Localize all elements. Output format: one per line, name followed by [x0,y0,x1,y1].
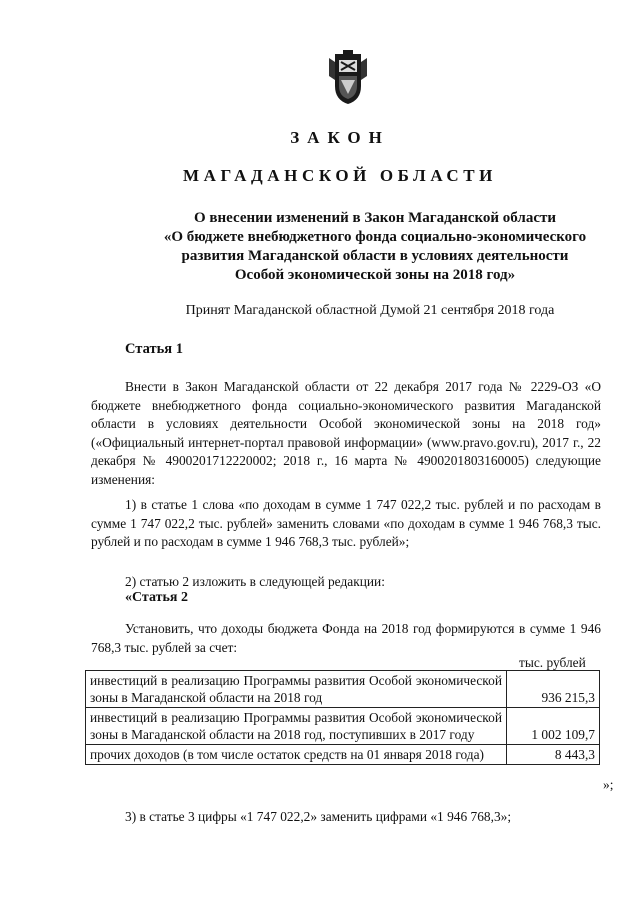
item-2 [91,573,601,592]
row-amount: 1 002 109,7 [507,708,600,745]
units-label: тыс. рублей [519,655,586,670]
row-description: инвестиций в реализацию Программы развития Особой экономической зоны в Магаданской области на 2018 год [86,671,507,708]
article-1-heading: Статья 1 [125,341,183,357]
law-title: ЗАКОН [290,128,390,147]
law-subject [80,209,640,285]
row-amount: 936 215,3 [507,671,600,708]
article-1-intro [91,378,601,489]
intro-text: Внести в Закон Магаданской области от 22 декабря 2017 года № 2229-ОЗ «О бюджете внебюджетного фонда социально-экономического развития Магаданской области в условиях деятельности Особой экономической зоны на 2018 год» («Официальный интернет-портал правовой информации» (www.pravo.gov.ru), 2017 г., 22 декабря № 4900201712220002; 2018 г., 16 марта № 4900201803160005) следующие изменения: [91,379,601,487]
subject-line: Особой экономической зоны на 2018 год» [234,267,516,283]
item-3-text: 3) в статье 3 цифры «1 747 022,2» заменить цифрами «1 946 768,3»; [125,809,512,824]
item-1-text: 1) в статье 1 слова «по доходам в сумме 1 747 022,2 тыс. рублей и по расходам в сумме 1 747 022,2 тыс. рублей» заменить словами «по доходам в сумме 1 946 768,3 тыс. рублей и по расходам в сумме 1 946 768,3 тыс. рублей»; [91,497,601,549]
income-table [85,670,600,765]
table-row [86,671,600,708]
subject-line: «О бюджете внебюджетного фонда социально-экономического [163,229,587,245]
article-2-heading: «Статья 2 [125,590,188,605]
subject-line: развития Магаданской области в условиях деятельности [181,248,569,264]
region-title: МАГАДАНСКОЙ ОБЛАСТИ [182,166,497,185]
article-2-body: Установить, что доходы бюджета Фонда на 2018 год формируются в сумме 1 946 768,3 тыс. рублей за счет: [91,621,601,655]
row-description: прочих доходов (в том числе остаток средств на 01 января 2018 года) [86,745,507,765]
table-row [86,745,600,765]
article-2-text [91,620,601,657]
closing-quote: »; [603,777,614,792]
item-3 [91,808,601,827]
coat-of-arms-icon [327,50,369,106]
table-row [86,708,600,745]
row-description: инвестиций в реализацию Программы развития Особой экономической зоны в Магаданской области на 2018 год, поступивших в 2017 году [86,708,507,745]
row-amount: 8 443,3 [507,745,600,765]
subject-line: О внесении изменений в Закон Магаданской области [194,210,556,226]
item-2-text: 2) статью 2 изложить в следующей редакции: [125,574,385,589]
item-1 [91,496,601,552]
adoption-line: Принят Магаданской областной Думой 21 сентября 2018 года [185,303,555,318]
